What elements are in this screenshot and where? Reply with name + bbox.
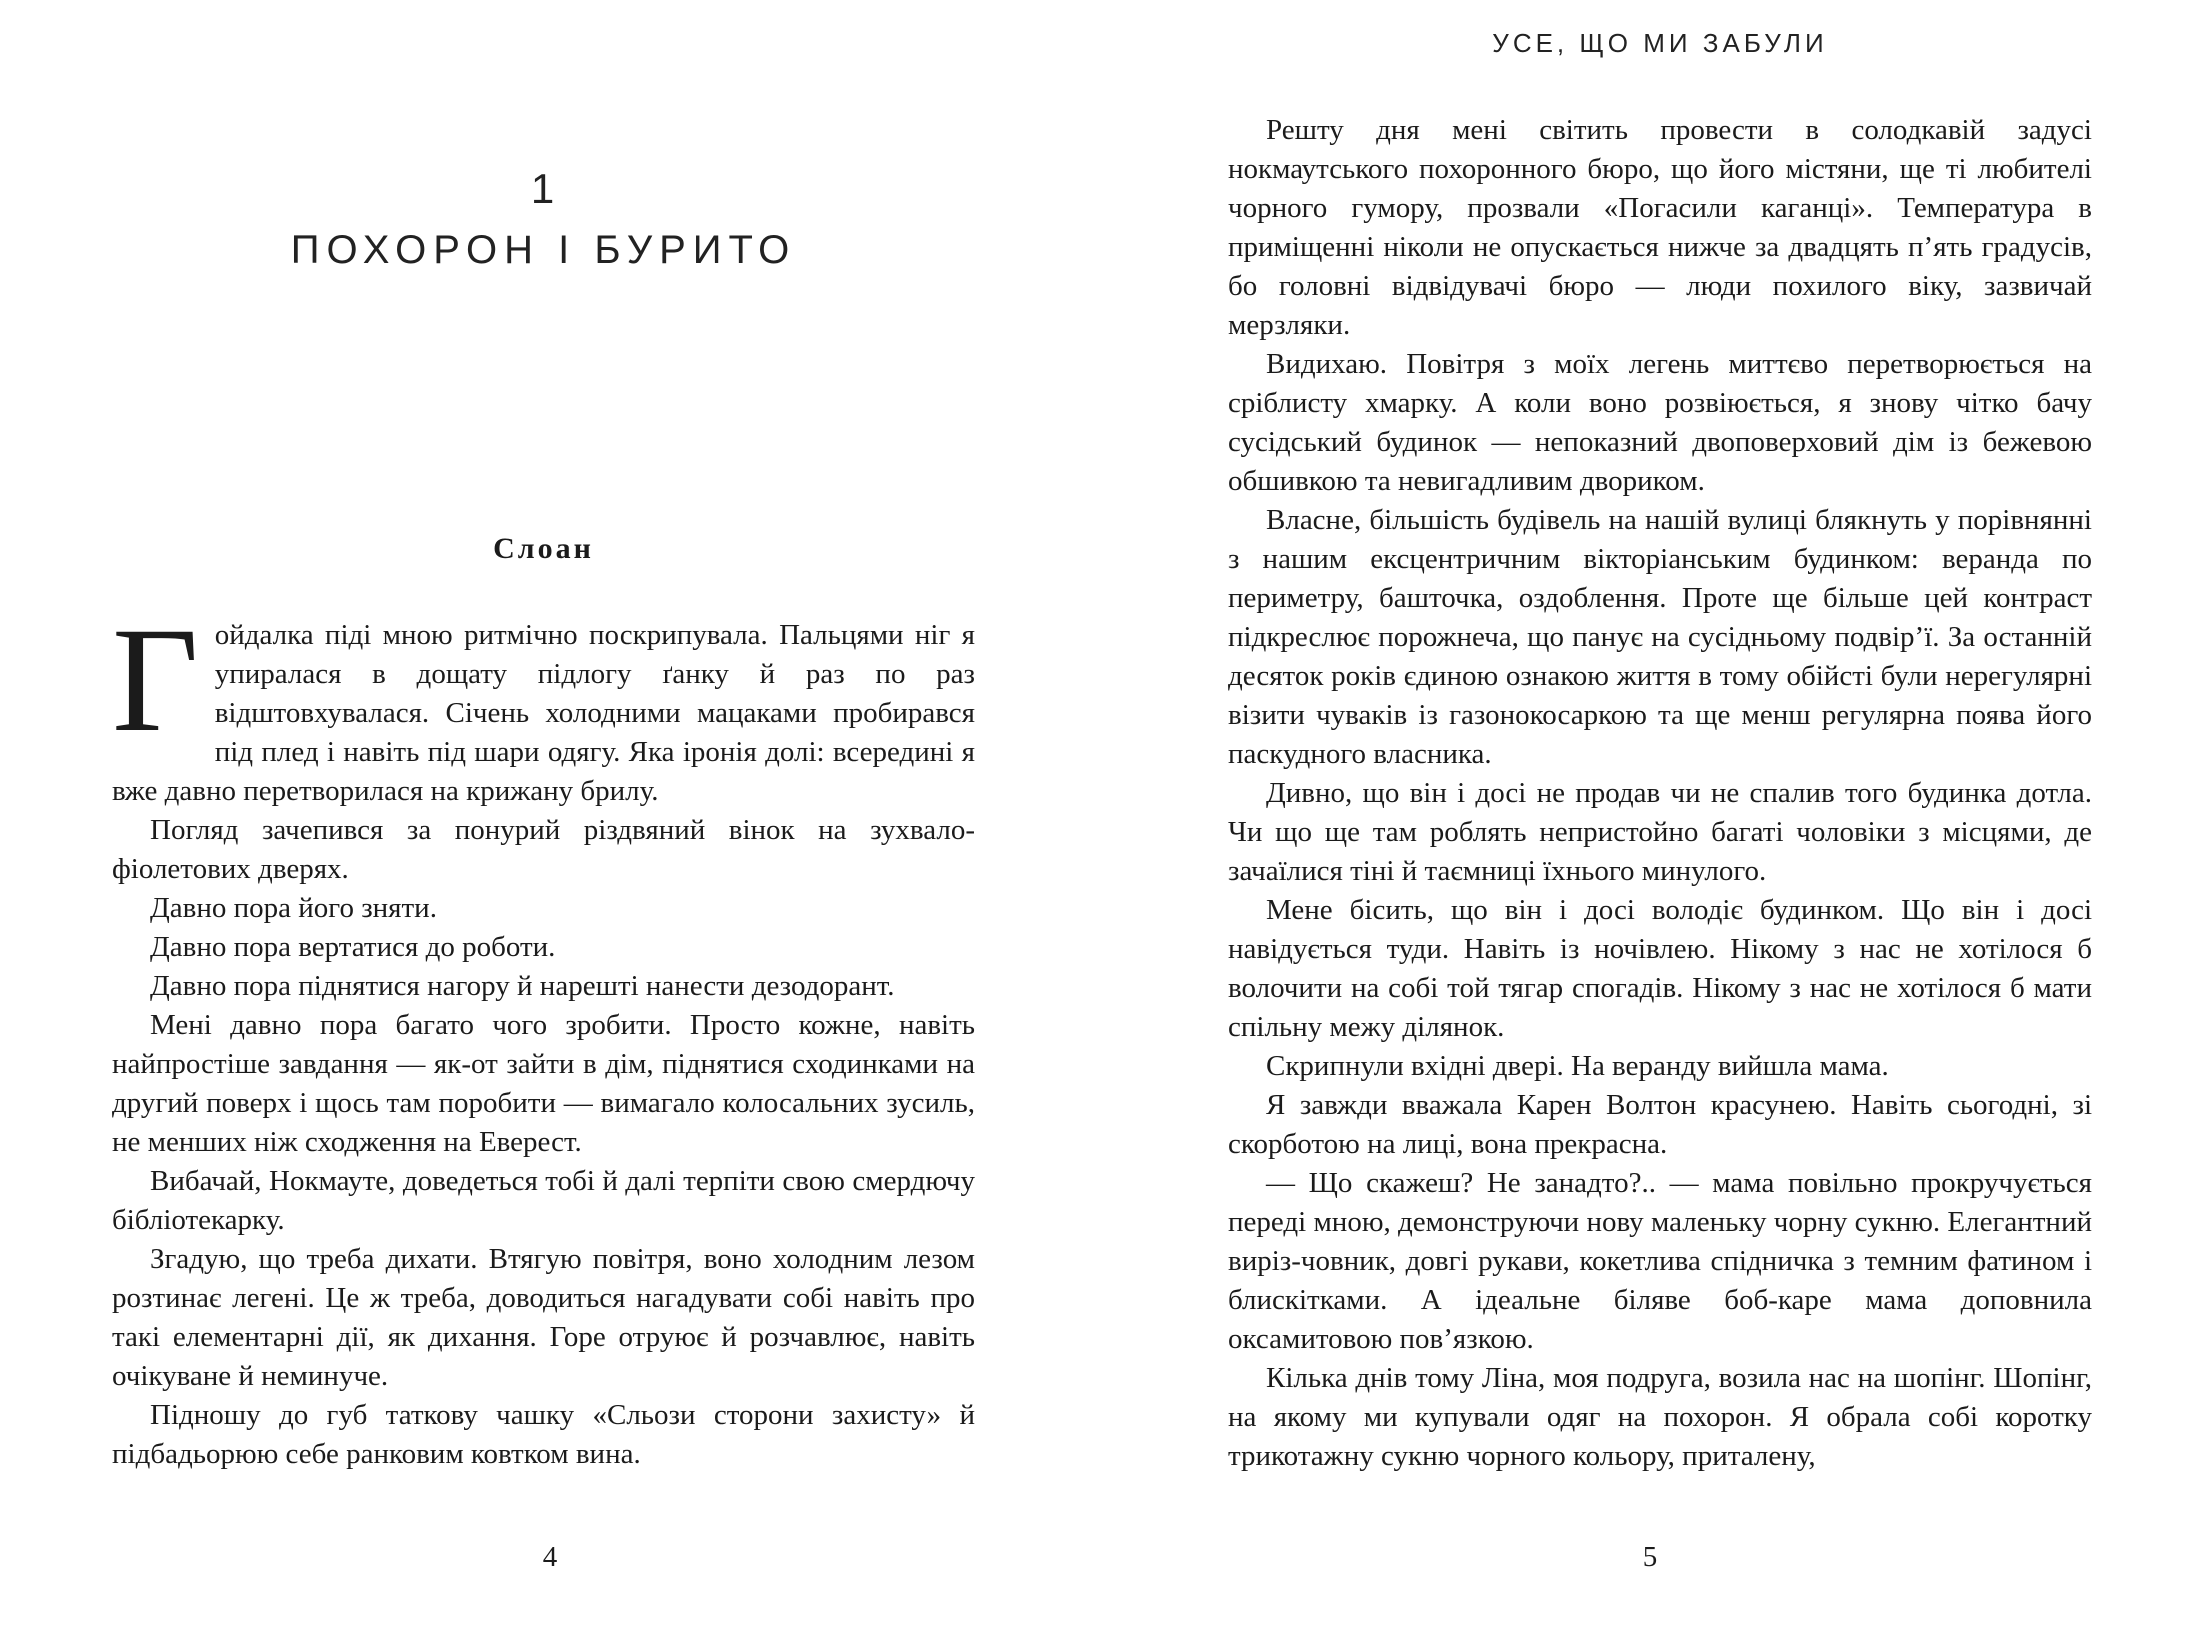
running-header: УСЕ, ЩО МИ ЗАБУЛИ [1492, 28, 1828, 58]
paragraph: Погляд зачепився за понурий різдвяний вінок на зухвало-фіолетових дверях. [112, 814, 975, 885]
paragraph: Давно пора піднятися нагору й нарешті нанести дезодорант. [150, 970, 895, 1002]
paragraph: Давно пора його зняти. [150, 892, 437, 924]
paragraph: Мене бісить, що він і досі володіє будинком. Що він і досі навідується туди. Навіть із ночівлею. Нікому з нас не хотілося б волочити на собі той тягар спогадів. Нікому з нас не хотілося б мати спільну межу ділянок. [1228, 894, 2092, 1043]
section-heading: Слоан [493, 532, 594, 565]
paragraph: Я завжди вважала Карен Волтон красунею. Навіть сьогодні, зі скорботою на лиці, вона прекрасна. [1228, 1089, 2092, 1160]
paragraph: — Що скажеш? Не занадто?.. — мама повільно прокручується переді мною, демонструючи нову маленьку чорну сукню. Елегантний виріз-човник, довгі рукави, кокетлива спідничка з темним фатином і блискітками. А ідеальне біляве боб-каре мама доповнила оксамитовою пов’язкою. [1228, 1167, 2092, 1355]
paragraph: Власне, більшість будівель на нашій вулиці блякнуть у порівнянні з нашим ексцентричним вікторіанським будинком: веранда по периметру, башточка, оздоблення. Проте ще більше цей контраст підкреслює порожнеча, що панує на сусідньому подвір’ї. За останній десяток років єдиною ознакою життя в тому обійсті були нерегулярні візити чуваків із газонокосаркою та ще менш регулярна поява його паскудного власника. [1228, 504, 2092, 770]
paragraph: Мені давно пора багато чого зробити. Просто кожне, навіть найпростіше завдання — як-от зайти в дім, піднятися сходинками на другий поверх і щось там поробити — вимагало колосальних зусиль, не менших ніж сходження на Еверест. [112, 1009, 975, 1158]
chapter-title: ПОХОРОН І БУРИТО [290, 228, 797, 272]
left-page-body [112, 597, 975, 1474]
paragraph: Гойдалка піді мною ритмічно поскрипувала. Пальцями ніг я упиралася в дощату підлогу ґанку й раз по раз відштовхувалася. Січень холодними мацаками пробирався під плед і навіть під шари одягу. Яка іронія долі: всередині я вже давно перетворилася на крижану брилу. [112, 597, 975, 807]
paragraph: Кілька днів тому Ліна, моя подруга, возила нас на шопінг. Шопінг, на якому ми купували одяг на похорон. Я обрала собі коротку трикотажну сукню чорного кольору, приталену, [1228, 1362, 2092, 1472]
paragraph: Видихаю. Повітря з моїх легень миттєво перетворюється на сріблисту хмарку. А коли воно розвіюється, я знову чітко бачу сусідський будинок — непоказний двоповерховий дім із бежевою обшивкою та невигадливим двориком. [1228, 348, 2092, 497]
drop-cap: Г [112, 597, 199, 763]
paragraph: Скрипнули вхідні двері. На веранду вийшла мама. [1266, 1050, 1889, 1082]
paragraph: Згадую, що треба дихати. Втягую повітря, воно холодним лезом розтинає легені. Це ж треба, доводиться нагадувати собі навіть про такі елементарні дії, як дихання. Горе отруює й розчавлює, навіть очікуване й неминуче. [112, 1243, 975, 1392]
page-right [1100, 0, 2200, 1650]
paragraph: Решту дня мені світить провести в солодкавій задусі нокмаутського похоронного бюро, що його містяни, ще ті любителі чорного гумору, прозвали «Погасили каганці». Температура в приміщенні ніколи не опускається нижче за двадцять п’ять градусів, бо головні відвідувачі бюро — люди похилого віку, зазвичай мерзляки. [1228, 114, 2092, 341]
right-page-body [1228, 111, 2092, 1476]
paragraph: Підношу до губ таткову чашку «Сльози сторони захисту» й підбадьорюю себе ранковим ковтком вина. [112, 1399, 975, 1470]
paragraph: Давно пора вертатися до роботи. [150, 931, 556, 963]
page-number-left: 4 [542, 1541, 558, 1573]
paragraph: Вибачай, Нокмауте, доведеться тобі й далі терпіти свою смердючу бібліотекарку. [112, 1165, 975, 1236]
page-number-right: 5 [1642, 1541, 1658, 1573]
chapter-number: 1 [530, 165, 557, 212]
paragraph: Дивно, що він і досі не продав чи не спалив того будинка дотла. Чи що ще там роблять непристойно багаті чоловіки з місцями, де зачаїлися тіні й таємниці їхнього минулого. [1228, 777, 2092, 887]
